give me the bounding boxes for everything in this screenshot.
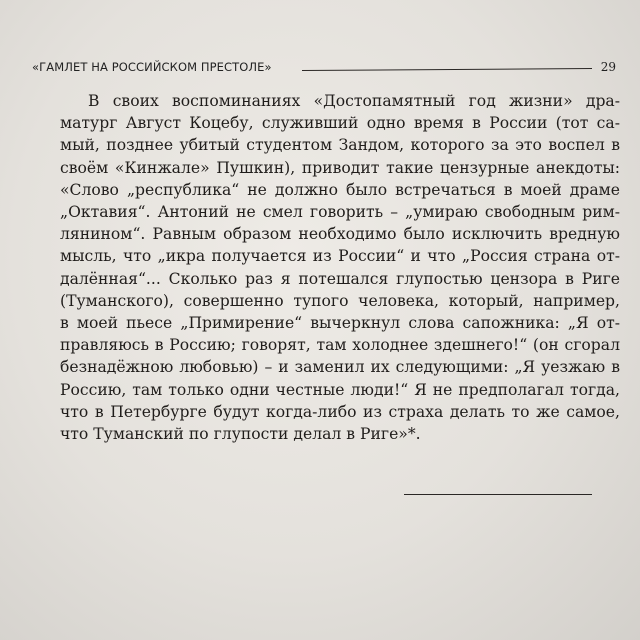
text-line: правляюсь в Россию; говорят, там холоднее здешнего!“ (он сгорал <box>60 336 620 355</box>
text-line: своём «Кинжале» Пушкин), приводит такие цензурные анекдоты: <box>60 158 620 177</box>
page-number: 29 <box>600 60 616 74</box>
text-line: в моей пьесе „Примирение“ вычеркнул слова сапожника: „Я от- <box>60 314 620 333</box>
running-title: «ГАМЛЕТ НА РОССИЙСКОМ ПРЕСТОЛЕ» <box>32 60 272 74</box>
text-line: что Туманский по глупости делал в Риге»*. <box>60 425 421 444</box>
text-line: «Слово „республика“ не должно было встречаться в моей драме <box>60 180 620 199</box>
header-rule <box>302 68 592 71</box>
text-line: (Туманского), совершенно тупого человека, который, например, <box>60 291 620 310</box>
text-line: „Октавия“. Антоний не смел говорить – „умираю свободным рим- <box>60 203 620 222</box>
body-paragraph <box>60 90 620 445</box>
text-line: безнадёжною любовью) – и заменил их следующими: „Я уезжаю в <box>60 358 620 377</box>
footnote-rule <box>404 494 592 495</box>
text-line: далённая“... Сколько раз я потешался глупостью цензора в Риге <box>60 269 620 288</box>
text-line: что в Петербурге будут когда-либо из страха делать то же самое, <box>60 402 620 421</box>
text-line: Россию, там только одни честные люди!“ Я не предполагал тогда, <box>60 380 620 399</box>
text-line: матург Август Коцебу, служивший одно время в России (тот са- <box>60 114 620 133</box>
text-line: В своих воспоминаниях «Достопамятный год жизни» дра- <box>88 92 620 110</box>
text-line: лянином“. Равным образом необходимо было исключить вредную <box>60 225 620 244</box>
text-line: мысль, что „икра получается из России“ и что „Россия страна от- <box>60 247 620 266</box>
text-line: мый, позднее убитый студентом Зандом, которого за это воспел в <box>60 136 620 155</box>
page-header <box>32 60 620 80</box>
